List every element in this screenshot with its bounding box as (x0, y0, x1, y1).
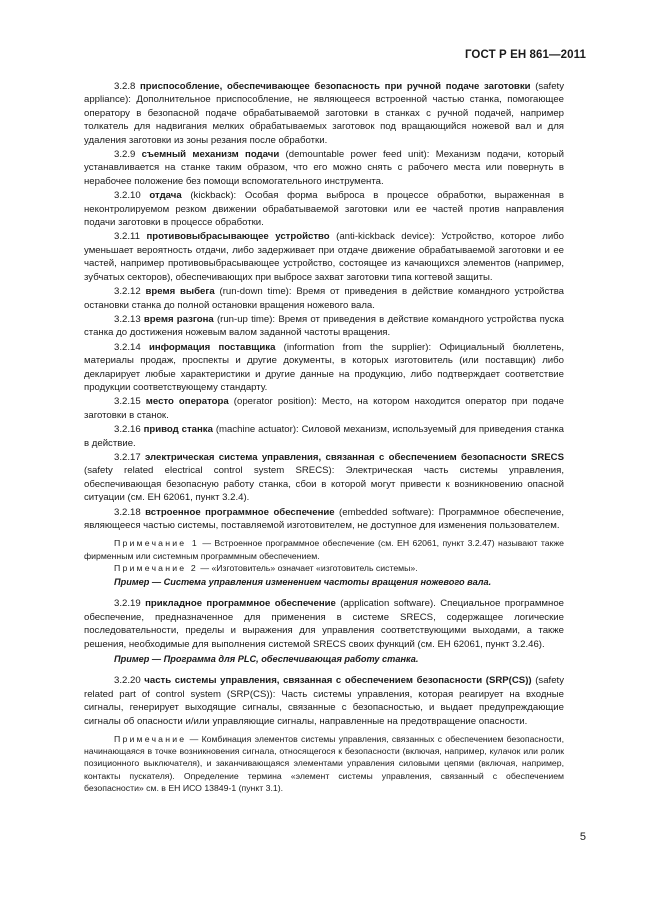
term-name: время разгона (143, 313, 214, 325)
term-name: информация поставщика (148, 341, 276, 353)
term-name: встроенное программное обеспечение (145, 506, 335, 518)
note-label: Примечание (114, 734, 187, 745)
term-definition: (embedded software): Программное обеспечение, являющееся частью системы, поставляемой изготовителем, не доступное для изменения пользователем. (84, 506, 564, 531)
term-name: приспособление, обеспечивающее безопасность при ручной подаче заготовки (140, 81, 531, 92)
term-3-2-17 (84, 451, 564, 505)
document-body (84, 80, 564, 794)
note-label: Примечание 2 (114, 562, 198, 573)
term-definition: (safety appliance): Дополнительное приспособление, не являющееся встроенной частью станка, помогающее оператору в безопасной подаче обрабатываемой заготовки в станках с ручной подачей, например толкатель для надвигания мелких обрабатываемых заготовок под вращающийся ножевой вал и для удаления заготовки из зоны резания после обработки. (84, 81, 564, 146)
term-name: съемный механизм подачи (141, 149, 280, 161)
term-definition: (run-down time): Время от приведения в действие командного устройства остановки станка до полной остановки вращения ножевого вала. (84, 286, 565, 311)
term-name: отдача (149, 190, 182, 202)
term-3-2-19 (84, 597, 564, 651)
term-3-2-14 (84, 341, 564, 395)
clause-number: 3.2.17 (114, 451, 145, 463)
term-definition: (information from the supplier): Официальный бюллетень, материалы продаж, проспекты и другие документы, в которых изготовитель (или поставщик) либо декларирует любые характеристики и другие данные на продукцию, либо подтверждает соответствие продукции соответствующему стандарту. (84, 341, 564, 393)
note-text: — Комбинация элементов системы управления, связанных с обеспечением безопасности, начинающаяся в точке возникновения сигнала, относящегося к безопасности (включая, например, кулачок или ролик позиционного выключателя), и заканчивающаяся элементами управления силовыми цепями (включая, например, контакты пускателя). Определение термина «элемент системы управления, связанный с обеспечением безопасности» см. в ЕН ИСО 13849-1 (пункт 3.1). (84, 734, 564, 793)
clause-number: 3.2.15 (114, 396, 146, 408)
clause-number: 3.2.12 (114, 286, 146, 298)
clause-number: 3.2.13 (114, 313, 144, 325)
term-3-2-12 (84, 285, 564, 312)
page-number: 5 (579, 831, 586, 843)
clause-number: 3.2.20 (114, 675, 145, 687)
term-name: прикладное программное обеспечение (145, 598, 336, 610)
term-definition: (anti-kickback device): Устройство, которое либо уменьшает вероятность отдачи, либо задерживает при отдаче движение обрабатываемой заготовки и ее частей, например противовыбрасывающее устройство, состоящее из качающихся элементов (например, зубчатых секторов), обеспечивающих при выбросе захват заготовки типа когтевой защиты. (84, 231, 565, 283)
note-label: Примечание 1 (114, 538, 199, 549)
term-3-2-20 (84, 674, 564, 728)
example-2: Пример — Программа для PLC, обеспечивающая работу станка. (114, 654, 419, 665)
clause-number: 3.2.11 (114, 231, 147, 243)
clause-number: 3.2.16 (114, 424, 144, 436)
term-definition: (run-up time): Время от приведения в действие командного устройства пуска станка до достижения ножевым валом заданной частоты вращения. (84, 313, 564, 339)
term-3-2-10 (84, 189, 564, 229)
clause-number: 3.2.14 (114, 341, 149, 353)
term-3-2-18 (84, 506, 564, 533)
term-definition: (safety related electrical control system SRECS): Электрическая часть системы управления, обеспечивающая безопасную работу станка, сбои в которой могут привести к возникновению опасной ситуации (см. ЕН 62061, пункт 3.2.4). (84, 465, 564, 504)
term-name: место оператора (145, 396, 229, 408)
term-definition: (kickback): Особая форма выброса в процессе обработки, выраженная в неконтролируемом резком движении обрабатываемой заготовки или ее частей против направления подачи заготовки в процессе обработки. (84, 190, 565, 229)
note-3 (84, 733, 564, 794)
term-definition: (safety related part of control system (SRP(CS)): Часть системы управления, которая реагирует на входные сигналы, генерирует выходящие сигналы, связанные с безопасностью, и выдает предупреждающие сигналы об опасности и/или управляющие сигналы, направленные на предотвращение опасности. (84, 675, 564, 727)
term-3-2-11 (84, 230, 564, 284)
term-definition: (operator position): Место, на котором находится оператор при подаче заготовки в станок. (84, 396, 564, 421)
term-3-2-15 (84, 395, 564, 422)
term-definition: (demountable power feed unit): Механизм подачи, который устанавливается на станке таким образом, что его можно снять с рабочего места или повернуть в нерабочее положение без помощи вспомогательного инструмента. (84, 149, 564, 187)
clause-number: 3.2.10 (114, 190, 150, 202)
term-name: противовыбрасывающее устройство (146, 231, 330, 243)
term-name: привод станка (143, 424, 213, 436)
term-3-2-13 (84, 313, 564, 340)
term-definition: (machine actuator): Силовой механизм, используемый для приведения станка в действие. (84, 424, 564, 449)
term-3-2-9 (84, 148, 564, 188)
example-1: Пример — Система управления изменением частоты вращения ножевого вала. (114, 577, 492, 588)
note-text: — «Изготовитель» означает «изготовитель системы». (197, 562, 418, 573)
clause-number: 3.2.9 (114, 149, 142, 161)
term-definition: (application software). Специальное программное обеспечение, предназначенное для применения в системе SRECS, содержащее логические последовательности, пределы и выражения для управления соответствующими выходами, а также решения, необходимые для выполнения системой SRECS своих функций (см. ЕН 62061, пункт 3.2.46). (84, 598, 564, 650)
term-name: время выбега (145, 286, 215, 298)
term-3-2-8 (84, 80, 564, 147)
note-text: — Встроенное программное обеспечение (см. ЕН 62061, пункт 3.2.47) называют также фирменным или системным программным обеспечением. (84, 538, 564, 561)
term-3-2-16 (84, 423, 564, 450)
clause-number: 3.2.19 (114, 598, 146, 610)
note-2 (84, 562, 564, 574)
term-name: часть системы управления, связанная с обеспечением безопасности (SRP(CS)) (144, 675, 532, 687)
term-name: электрическая система управления, связанная с обеспечением безопасности SRECS (144, 451, 564, 463)
note-1 (84, 537, 564, 561)
document-id-header: ГОСТ Р ЕН 861—2011 (464, 49, 586, 61)
clause-number: 3.2.18 (114, 506, 146, 518)
clause-number: 3.2.8 (114, 81, 141, 92)
